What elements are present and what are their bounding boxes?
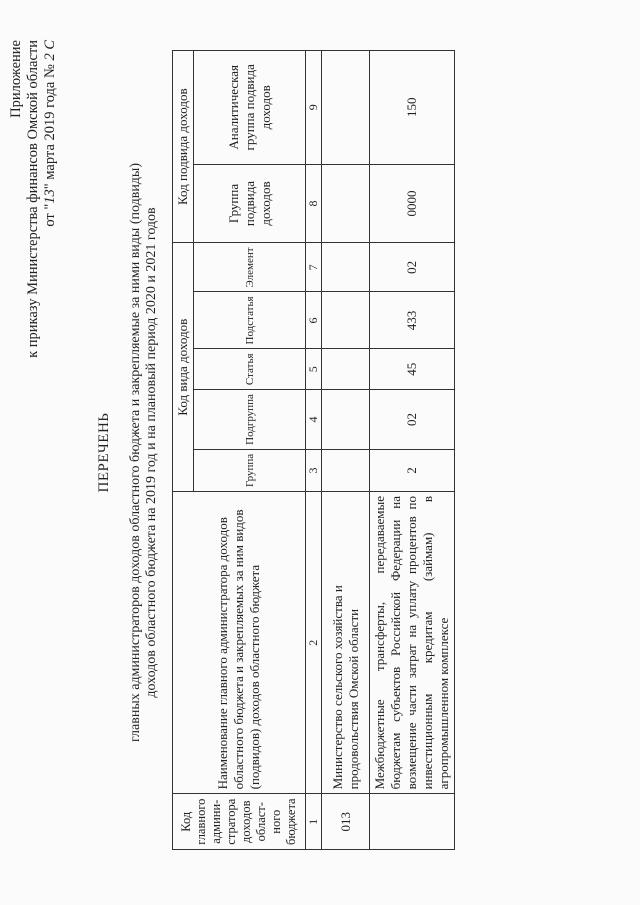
cell-group: [322, 449, 370, 491]
header-subkind-code: Код подвида доходов: [173, 51, 194, 243]
appendix-line3: [42, 40, 59, 358]
col-num-8: 8: [306, 164, 322, 243]
subtitle-line2: доходов областного бюджета на 2019 год и на плановый период 2020 и 2021 годов: [144, 207, 159, 698]
cell-name: Межбюджетные трансферты, передаваемые бюджетам субъектов Российской Федерации на возмещение части затрат на уплату процентов по инвестиционным кредитам (займам) в агропромышленном комплексе: [370, 492, 455, 794]
cell-sub-group: [322, 164, 370, 243]
revenue-admin-table: [172, 50, 455, 850]
header-element: Элемент: [194, 243, 306, 292]
col-num-5: 5: [306, 349, 322, 390]
cell-code: [370, 794, 455, 850]
appendix-block: [8, 40, 59, 358]
appendix-line2: к приказу Министерства финансов Омской области: [25, 40, 41, 358]
cell-subgroup: 02: [370, 390, 455, 450]
cell-sub-group: 0000: [370, 164, 455, 243]
header-row-1: [173, 51, 194, 850]
column-number-row: [306, 51, 322, 850]
header-name: Наименование главного администратора доходов областного бюджета и закрепляемых за ним видов (подвидов) доходов областного бюджета: [173, 492, 306, 794]
col-num-2: 2: [306, 492, 322, 794]
cell-analytic: 150: [370, 51, 455, 165]
cell-analytic: [322, 51, 370, 165]
table-row: [370, 51, 455, 850]
col-num-4: 4: [306, 390, 322, 450]
cell-article: 45: [370, 349, 455, 390]
document-subtitle: [128, 0, 160, 905]
header-kind-code: Код вида доходов: [173, 243, 194, 492]
header-group: Группа: [194, 449, 306, 491]
cell-subarticle: 433: [370, 292, 455, 349]
col-num-9: 9: [306, 51, 322, 165]
header-subgroup: Подгруппа: [194, 390, 306, 450]
header-subarticle: Подстатья: [194, 292, 306, 349]
col-num-3: 3: [306, 449, 322, 491]
header-analytic-group: Аналитическая группа подвида доходов: [194, 51, 306, 165]
header-subkind-group: Группа подвида доходов: [194, 164, 306, 243]
col-num-7: 7: [306, 243, 322, 292]
header-code-admin: Код главного админи-стратора доходов област-ного бюджета: [173, 794, 306, 850]
header-article: Статья: [194, 349, 306, 390]
cell-subgroup: [322, 390, 370, 450]
cell-article: [322, 349, 370, 390]
cell-name: Министерство сельского хозяйства и продовольствия Омской области: [322, 492, 370, 794]
appendix-number: 2 С: [42, 40, 58, 61]
cell-subarticle: [322, 292, 370, 349]
col-num-6: 6: [306, 292, 322, 349]
appendix-date-prefix: от ": [42, 203, 58, 227]
cell-element: 02: [370, 243, 455, 292]
appendix-date-mid: " марта 2019 года №: [42, 64, 58, 190]
appendix-line1: Приложение: [8, 40, 24, 118]
col-num-1: 1: [306, 794, 322, 850]
appendix-day: 13: [42, 189, 58, 204]
cell-group: 2: [370, 449, 455, 491]
document-title: ПЕРЕЧЕНЬ: [96, 412, 112, 493]
cell-code: 013: [322, 794, 370, 850]
subtitle-line1: главных администраторов доходов областного бюджета и закрепляемые за ними виды (подвиды): [128, 162, 143, 743]
table-row: [322, 51, 370, 850]
cell-element: [322, 243, 370, 292]
